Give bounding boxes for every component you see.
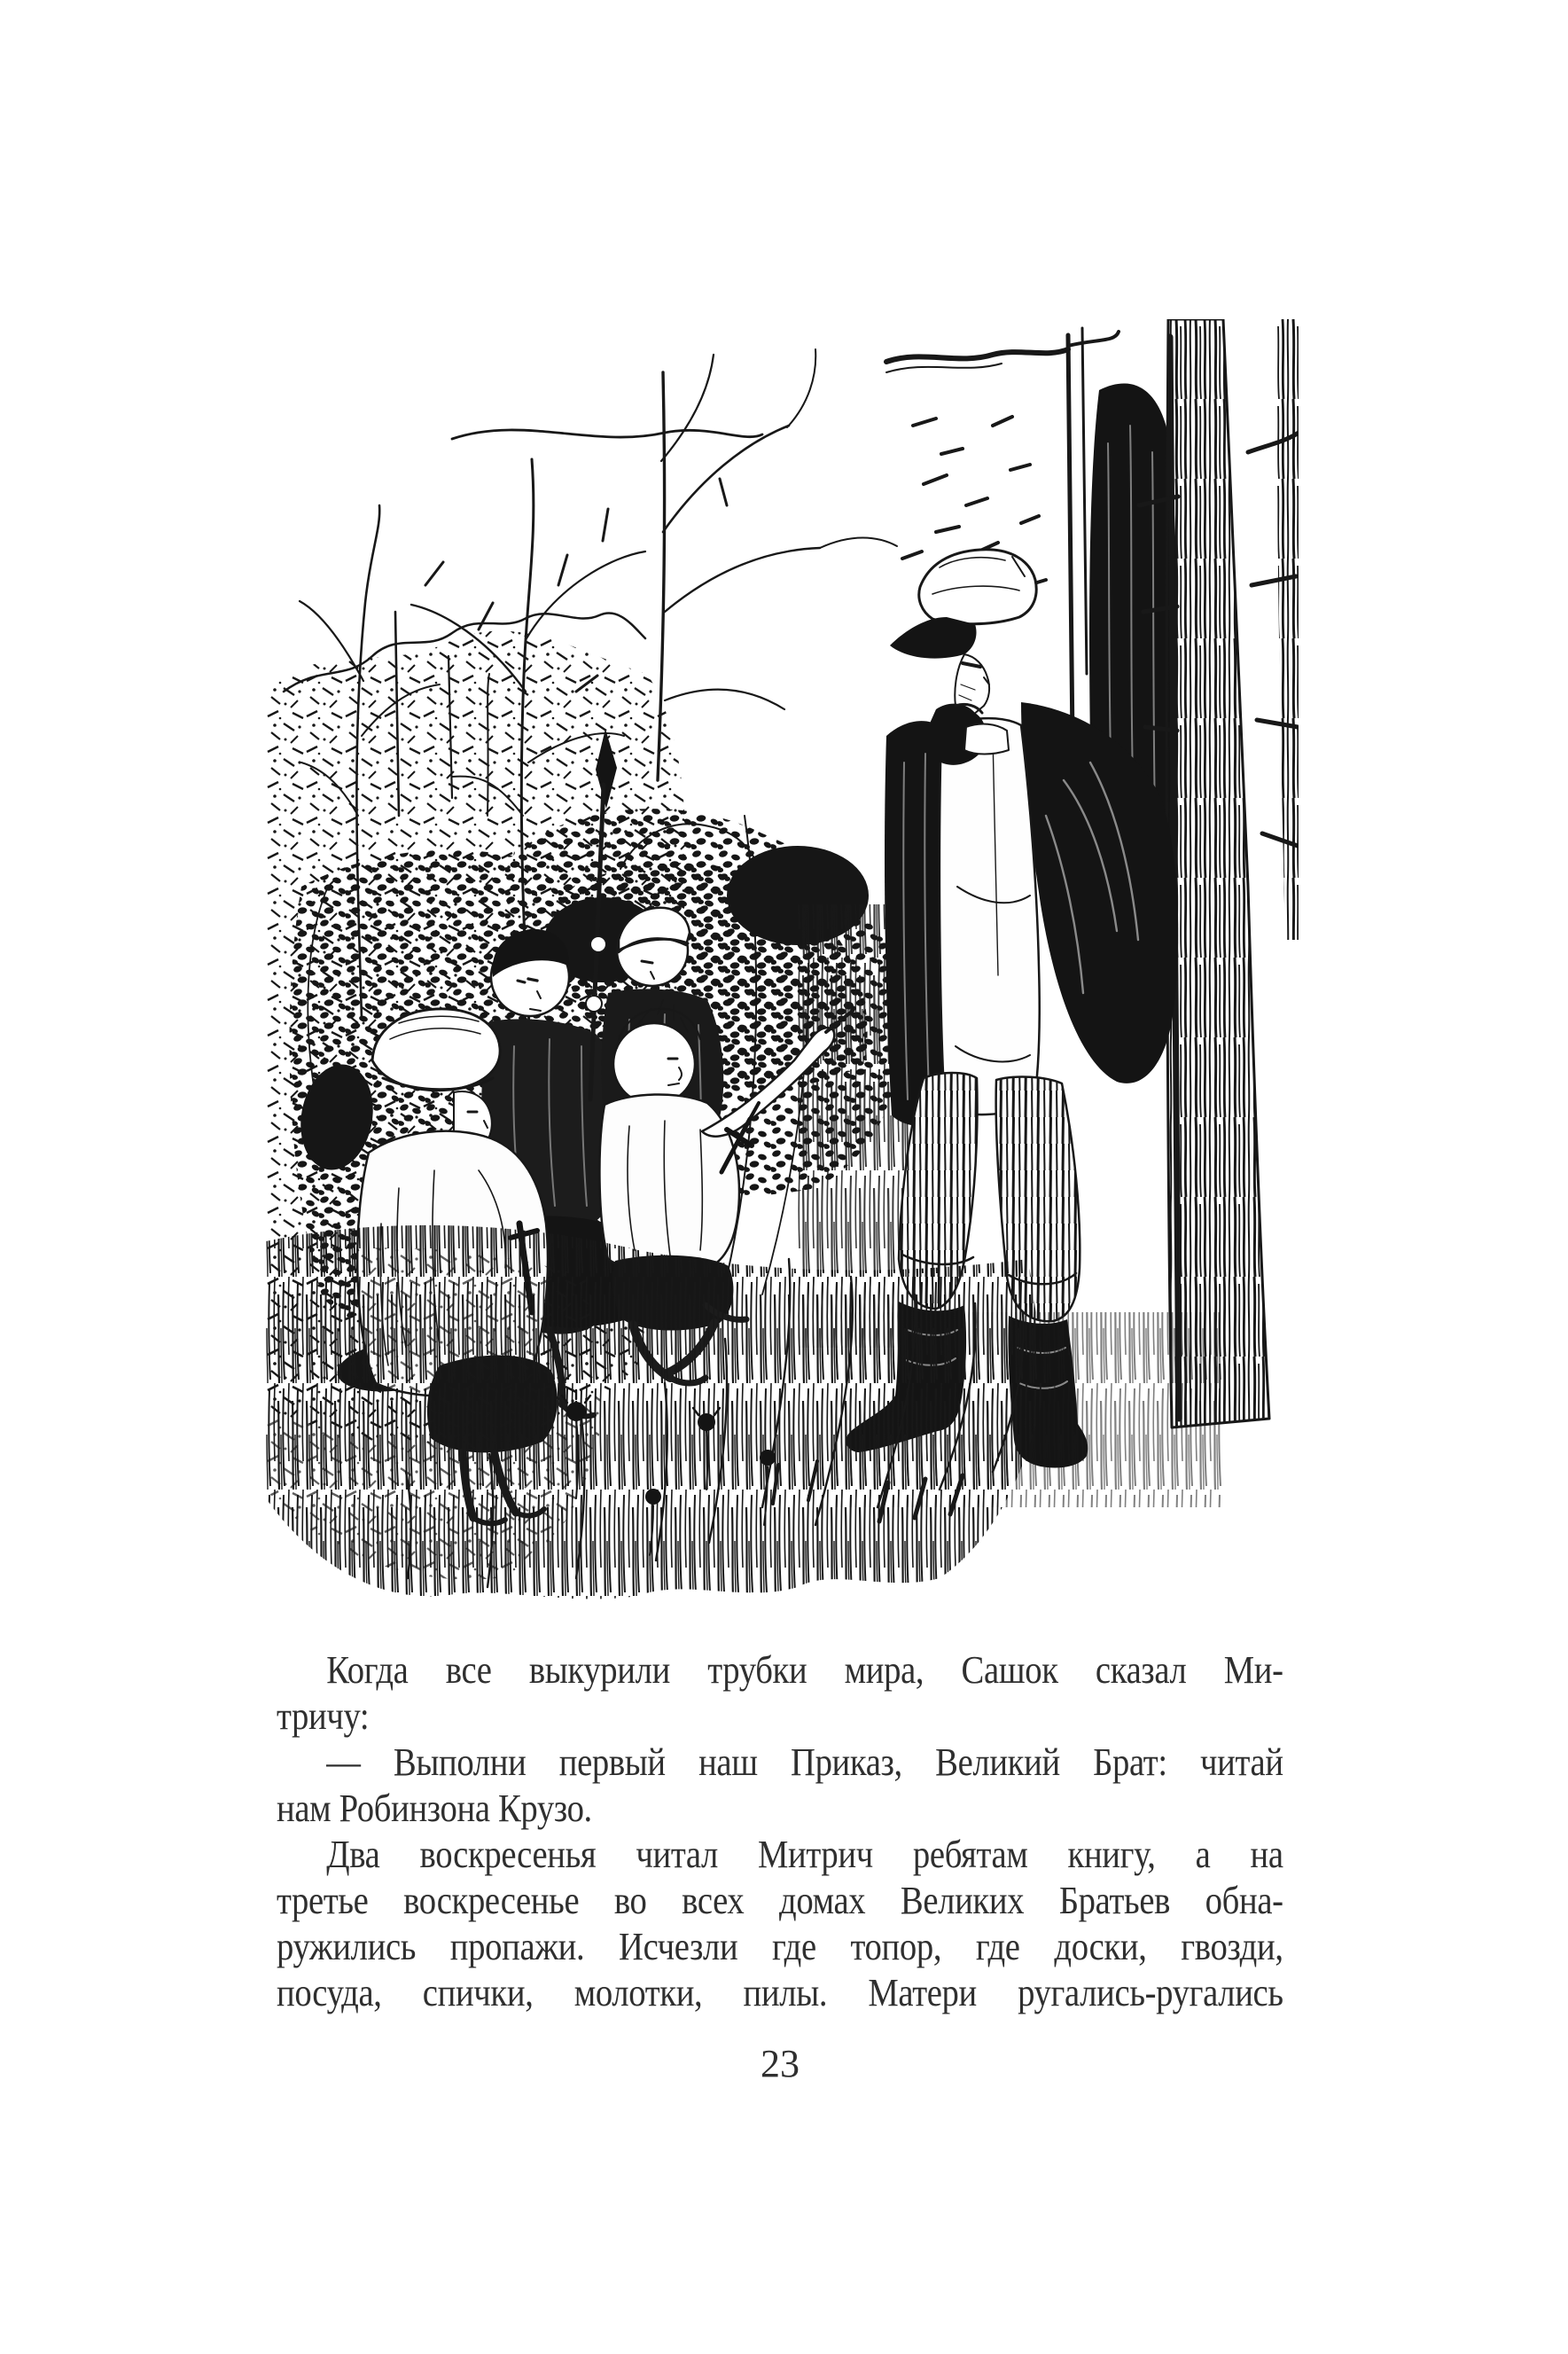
text-line: тричу: xyxy=(277,1694,370,1738)
text-line: нам Робинзона Крузо. xyxy=(277,1787,592,1830)
text-line: Когда все выкурили трубки мира, Сашок сказал Ми- xyxy=(326,1648,1283,1692)
story-illustration xyxy=(266,319,1299,1609)
text-line: посуда, спички, молотки, пилы. Матери ругались-ругались xyxy=(277,1971,1283,2014)
body-text xyxy=(277,1647,1283,2016)
text-line: — Выполни первый наш Приказ, Великий Брат: читай xyxy=(326,1740,1283,1784)
page-number: 23 xyxy=(761,2042,800,2085)
text-line: третье воскресенье во всех домах Великих Братьев обна- xyxy=(277,1879,1283,1922)
text-line: ружились пропажи. Исчезли где топор, где доски, гвозди, xyxy=(277,1925,1283,1968)
text-line: Два воскресенья читал Митрич ребятам книгу, а на xyxy=(326,1833,1283,1876)
illustration-svg xyxy=(266,319,1299,1609)
foreground-grass xyxy=(266,1225,1046,1599)
